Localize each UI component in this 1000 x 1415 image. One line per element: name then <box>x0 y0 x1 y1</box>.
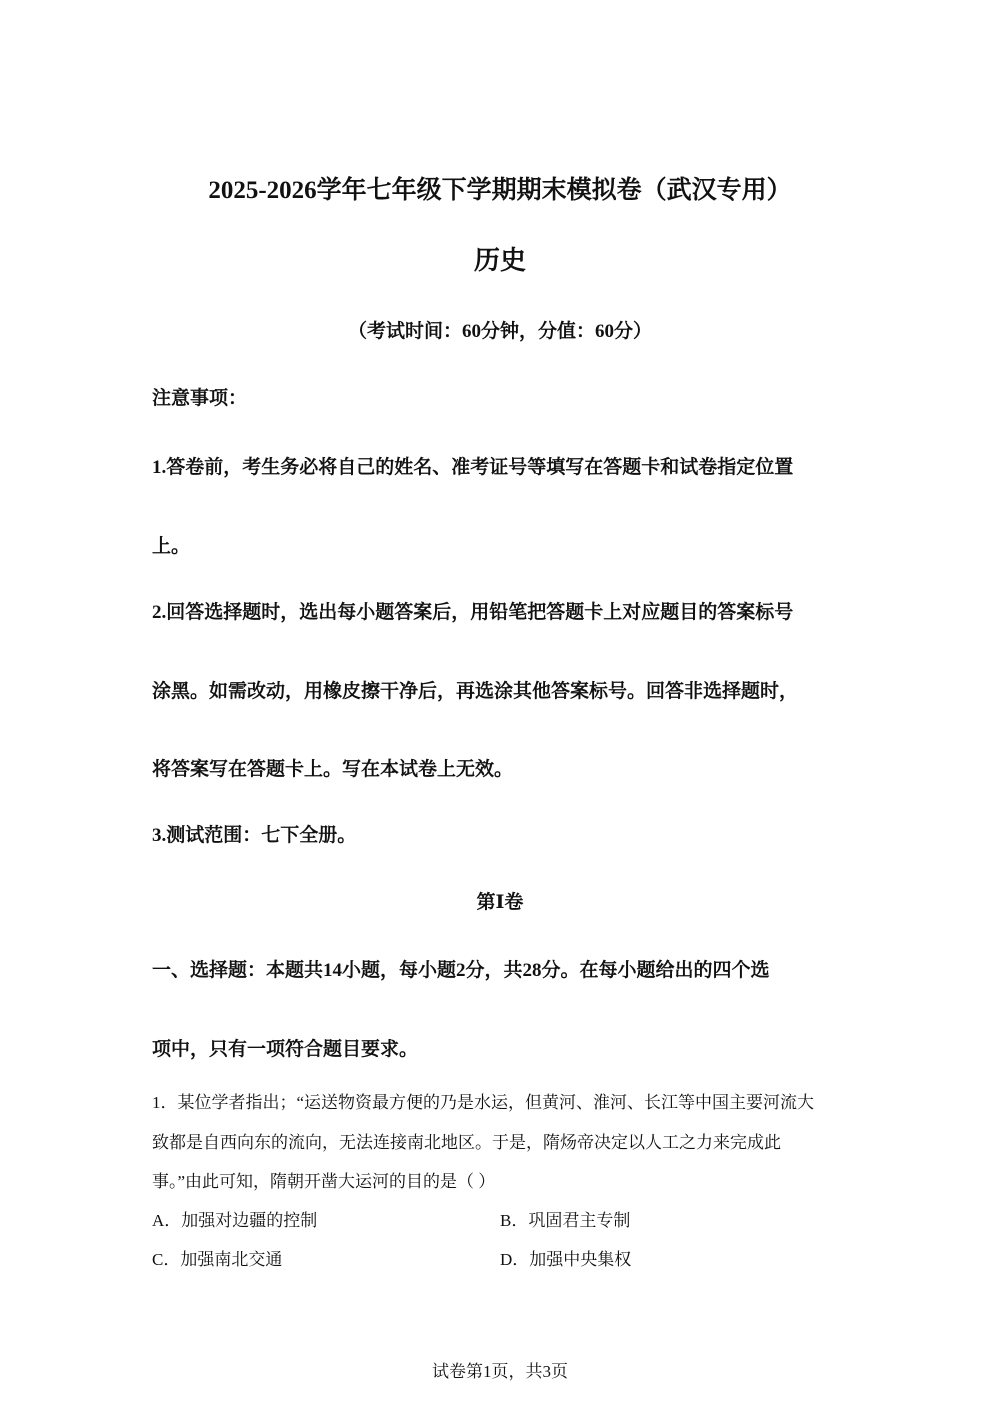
option-d: D．加强中央集权 <box>500 1250 632 1269</box>
option-a: A．加强对边疆的控制 <box>152 1211 318 1230</box>
subject-title: 历史 <box>473 246 526 275</box>
notice-line: 涂黑。如需改动，用橡皮擦干净后，再选涂其他答案标号。回答非选择题时， <box>152 681 799 702</box>
section-instruction: 一、选择题：本题共14小题，每小题2分，共28分。在每小题给出的四个选 <box>152 960 770 981</box>
notice-line: 2.回答选择题时，选出每小题答案后，用铅笔把答题卡上对应题目的答案标号 <box>152 602 794 623</box>
notice-line: 3.测试范围：七下全册。 <box>152 825 357 846</box>
option-b: B．巩固君主专制 <box>500 1211 631 1230</box>
exam-time-score: （考试时间：60分钟，分值：60分） <box>347 321 652 342</box>
page-footer: 试卷第1页，共3页 <box>432 1362 568 1381</box>
notice-heading: 注意事项： <box>152 388 248 409</box>
section-instruction: 项中，只有一项符合题目要求。 <box>152 1039 419 1060</box>
question-text-line: 致都是自西向东的流向，无法连接南北地区。于是，隋炀帝决定以人工之力来完成此 <box>152 1133 781 1152</box>
option-c: C．加强南北交通 <box>152 1250 283 1269</box>
notice-line: 上。 <box>152 536 191 557</box>
volume-heading: 第Ⅰ卷 <box>476 892 524 913</box>
notice-line: 1.答卷前，考生务必将自己的姓名、准考证号等填写在答题卡和试卷指定位置 <box>152 457 794 478</box>
exam-title: 2025-2026学年七年级下学期期末模拟卷（武汉专用） <box>208 177 792 204</box>
notice-line: 将答案写在答题卡上。写在本试卷上无效。 <box>152 759 514 780</box>
question-text-line: 事。”由此可知，隋朝开凿大运河的目的是（ ） <box>152 1172 496 1191</box>
question-text-line: 1．某位学者指出；“运送物资最方便的乃是水运，但黄河、淮河、长江等中国主要河流大 <box>152 1093 815 1112</box>
